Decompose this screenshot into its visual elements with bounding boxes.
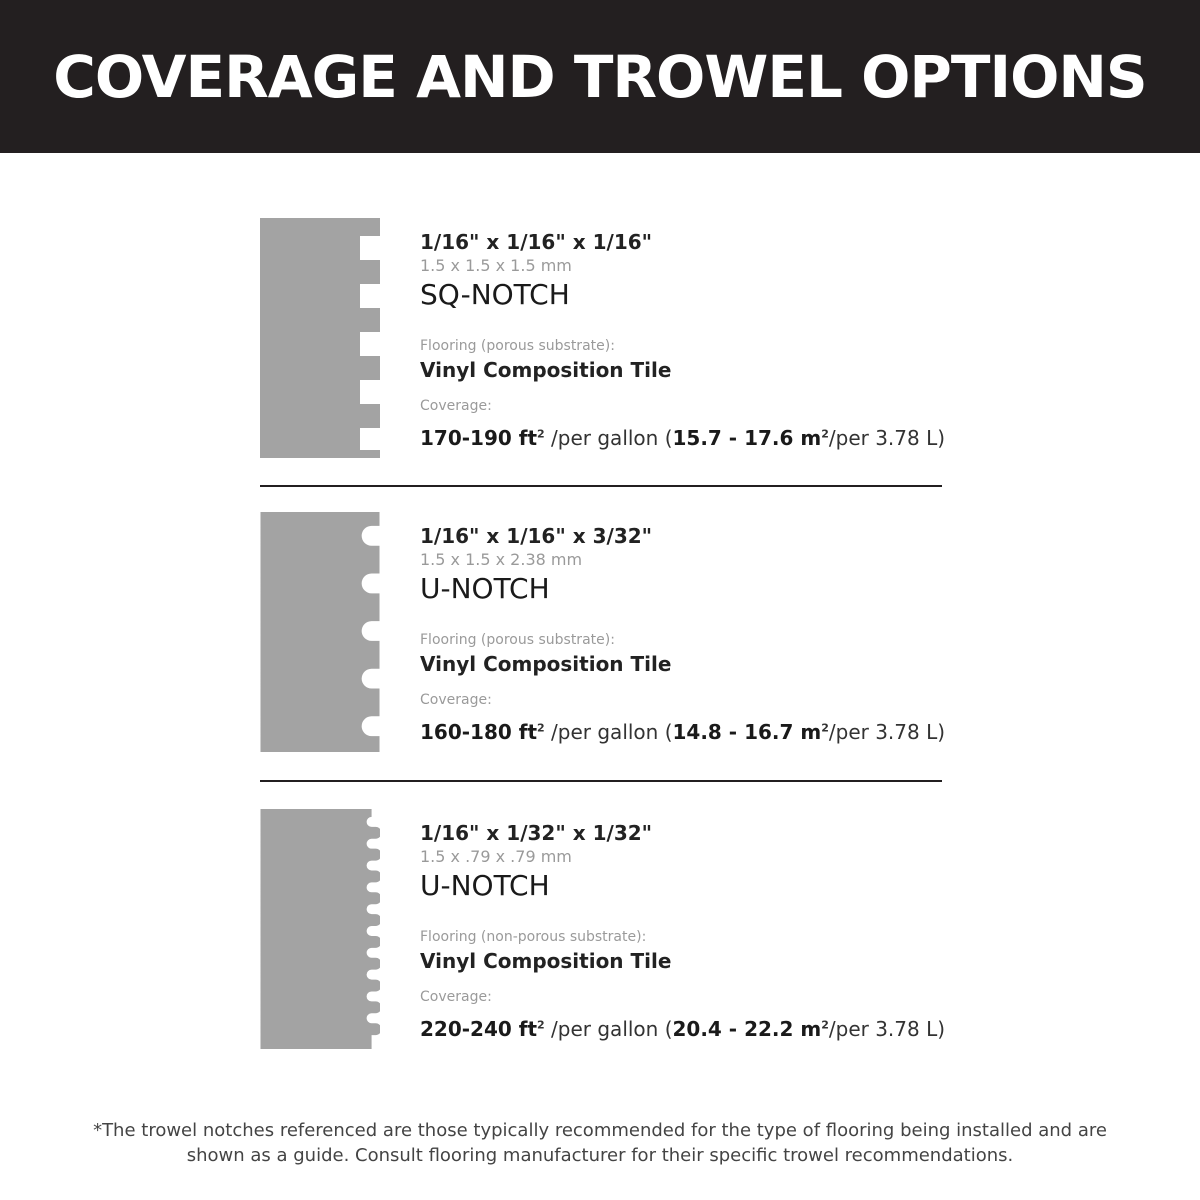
coverage-value [420,720,945,744]
small-u-notch-trowel-icon [260,809,380,1049]
coverage-imperial: 220-240 ft [420,1017,538,1041]
flooring-label: Flooring (porous substrate): [420,338,615,354]
coverage-tail: /per 3.78 L) [828,720,946,744]
coverage-value [420,426,945,450]
trowel-option-small-u-notch [260,809,950,1051]
coverage-label: Coverage: [420,692,492,708]
coverage-per: /per gallon ( [544,1017,673,1041]
notch-type: U-NOTCH [420,572,550,605]
coverage-imperial-sup: 2 [537,721,545,735]
coverage-label: Coverage: [420,398,492,414]
coverage-value [420,1017,945,1041]
footnote [0,1118,1200,1168]
coverage-tail: /per 3.78 L) [828,1017,946,1041]
notch-dimensions: 1/16" x 1/32" x 1/32" [420,821,653,845]
divider [260,485,942,487]
coverage-label: Coverage: [420,989,492,1005]
coverage-per: /per gallon ( [544,426,673,450]
divider [260,780,942,782]
notch-type: SQ-NOTCH [420,278,570,311]
coverage-imperial-sup: 2 [537,1018,545,1032]
coverage-metric: 20.4 - 22.2 m [672,1017,822,1041]
coverage-tail: /per 3.78 L) [828,426,946,450]
footnote-line-1: *The trowel notches referenced are those typically recommended for the type of flooring being installed and are [93,1120,1107,1141]
page-title: COVERAGE AND TROWEL OPTIONS [53,42,1147,111]
trowel-option-u-notch [260,512,950,754]
square-notch-trowel-icon [260,218,380,458]
footnote-line-2: shown as a guide. Consult flooring manufacturer for their specific trowel recommendations. [186,1145,1014,1166]
notch-dimensions: 1/16" x 1/16" x 3/32" [420,524,653,548]
header-banner [0,0,1200,153]
flooring-label: Flooring (porous substrate): [420,632,615,648]
coverage-metric-sup: 2 [821,1018,829,1032]
coverage-imperial: 170-190 ft [420,426,538,450]
coverage-metric: 14.8 - 16.7 m [672,720,822,744]
coverage-metric-sup: 2 [821,721,829,735]
coverage-per: /per gallon ( [544,720,673,744]
u-notch-trowel-icon [260,512,380,752]
coverage-metric: 15.7 - 17.6 m [672,426,822,450]
notch-type: U-NOTCH [420,869,550,902]
notch-dimensions-metric: 1.5 x 1.5 x 2.38 mm [420,550,583,569]
flooring-label: Flooring (non-porous substrate): [420,929,647,945]
notch-dimensions: 1/16" x 1/16" x 1/16" [420,230,653,254]
coverage-imperial: 160-180 ft [420,720,538,744]
flooring-value: Vinyl Composition Tile [420,358,672,382]
coverage-imperial-sup: 2 [537,427,545,441]
notch-dimensions-metric: 1.5 x 1.5 x 1.5 mm [420,256,572,275]
coverage-metric-sup: 2 [821,427,829,441]
trowel-option-sq-notch [260,218,950,458]
flooring-value: Vinyl Composition Tile [420,949,672,973]
flooring-value: Vinyl Composition Tile [420,652,672,676]
notch-dimensions-metric: 1.5 x .79 x .79 mm [420,847,572,866]
